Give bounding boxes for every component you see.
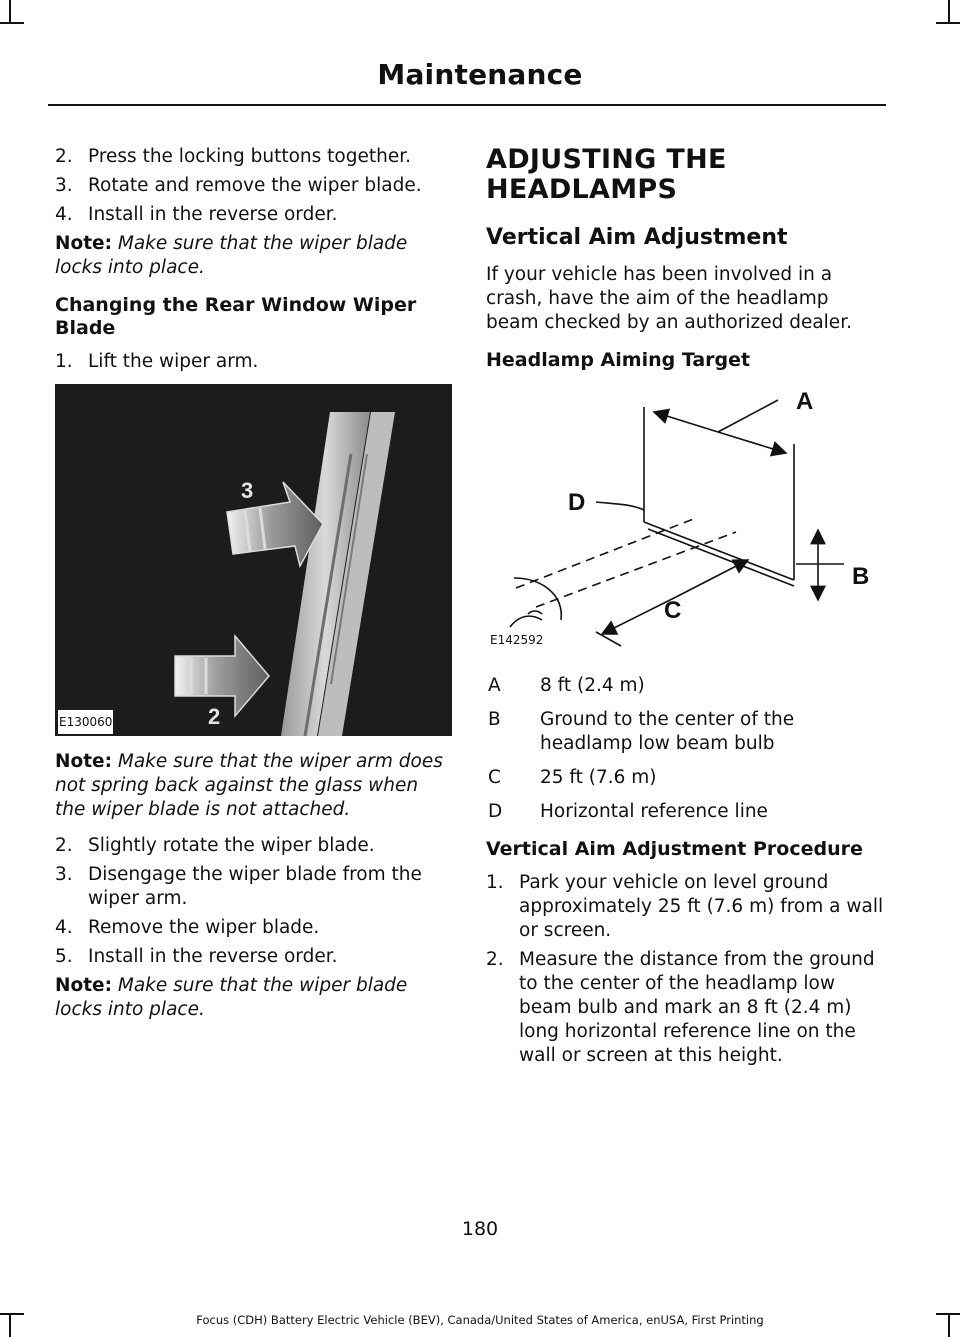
note-label: Note: — [55, 751, 112, 772]
crop-mark — [0, 22, 24, 24]
step-text: Remove the wiper blade. — [88, 917, 320, 938]
section-heading-rear-wiper: Changing the Rear Window Wiper Blade — [55, 294, 417, 339]
step-item — [55, 145, 453, 169]
callout-a: A — [796, 388, 814, 415]
section-heading-headlamps: ADJUSTING THE HEADLAMPS — [486, 144, 727, 205]
step-text: Measure the distance from the ground to the center of the headlamp low beam bulb and mark an 8 ft (2.4 m) long horizontal reference line on the wall or screen at this height. — [519, 949, 875, 1066]
subheading-procedure: Vertical Aim Adjustment Procedure — [486, 838, 863, 860]
step-item — [55, 863, 453, 911]
intro-paragraph: If your vehicle has been involved in a crash, have the aim of the headlamp beam checked by an authorized dealer. — [486, 264, 852, 333]
step-text: Park your vehicle on level ground approximately 25 ft (7.6 m) from a wall or screen. — [519, 872, 884, 941]
note-label: Note: — [55, 233, 112, 254]
step-item — [486, 948, 886, 1068]
wiper-drawing — [55, 384, 452, 736]
step-item — [55, 834, 453, 858]
crop-mark — [936, 22, 960, 24]
legend-key: D — [488, 801, 503, 822]
note-text: Make sure that the wiper blade locks into place. — [55, 233, 408, 278]
callout-3: 3 — [241, 478, 254, 503]
step-text: Slightly rotate the wiper blade. — [88, 835, 375, 856]
legend-key: C — [488, 767, 501, 788]
step-number: 2. — [55, 146, 73, 167]
step-item — [55, 203, 453, 227]
step-number: 1. — [55, 351, 73, 372]
note-label: Note: — [55, 975, 112, 996]
step-number: 4. — [55, 917, 73, 938]
step-item — [55, 350, 453, 374]
step-text: Install in the reverse order. — [88, 204, 338, 225]
legend-row — [486, 800, 886, 824]
step-text: Lift the wiper arm. — [88, 351, 259, 372]
right-column — [486, 145, 886, 1073]
left-column — [55, 145, 453, 1034]
headlamp-aiming-diagram — [486, 382, 884, 662]
note-text: Make sure that the wiper blade locks into place. — [55, 975, 408, 1020]
note-text: Make sure that the wiper arm does not spring back against the glass when the wiper blade is not attached. — [55, 751, 443, 820]
step-number: 2. — [55, 835, 73, 856]
legend-value: Horizontal reference line — [540, 801, 768, 822]
callout-2: 2 — [208, 704, 221, 729]
callout-b: B — [852, 563, 870, 590]
step-number: 2. — [486, 949, 504, 970]
figure-id: E142592 — [490, 633, 544, 647]
step-number: 5. — [55, 946, 73, 967]
figure-id: E130060 — [58, 710, 113, 734]
legend-value: Ground to the center of the headlamp low beam bulb — [540, 709, 795, 754]
diagram-legend — [486, 674, 886, 824]
footer-text: Focus (CDH) Battery Electric Vehicle (BEV), Canada/United States of America, enUSA, First Printing — [196, 1313, 764, 1327]
step-text: Install in the reverse order. — [88, 946, 338, 967]
step-text: Rotate and remove the wiper blade. — [88, 175, 422, 196]
step-item — [486, 871, 886, 943]
legend-row — [486, 674, 886, 698]
step-number: 3. — [55, 864, 73, 885]
step-item — [55, 916, 453, 940]
crop-mark — [9, 0, 11, 24]
step-text: Disengage the wiper blade from the wiper arm. — [88, 864, 422, 909]
subheading-vertical-aim: Vertical Aim Adjustment — [486, 225, 788, 250]
page-title: Maintenance — [377, 58, 583, 91]
legend-value: 25 ft (7.6 m) — [540, 767, 657, 788]
step-number: 1. — [486, 872, 504, 893]
page-number: 180 — [461, 1218, 499, 1240]
legend-row — [486, 708, 886, 756]
subheading-aiming-target: Headlamp Aiming Target — [486, 349, 751, 371]
legend-row — [486, 766, 886, 790]
step-number: 3. — [55, 175, 73, 196]
callout-c: C — [664, 597, 682, 624]
legend-key: A — [488, 675, 501, 696]
legend-value: 8 ft (2.4 m) — [540, 675, 645, 696]
legend-key: B — [488, 709, 501, 730]
wiper-illustration — [55, 384, 452, 736]
step-item — [55, 174, 453, 198]
step-number: 4. — [55, 204, 73, 225]
header-divider — [48, 104, 886, 106]
note — [55, 232, 453, 280]
step-item — [55, 945, 453, 969]
note — [55, 974, 453, 1022]
step-text: Press the locking buttons together. — [88, 146, 412, 167]
crop-mark — [948, 0, 950, 24]
note — [55, 750, 453, 822]
aiming-drawing — [486, 382, 884, 662]
callout-d: D — [568, 489, 586, 516]
